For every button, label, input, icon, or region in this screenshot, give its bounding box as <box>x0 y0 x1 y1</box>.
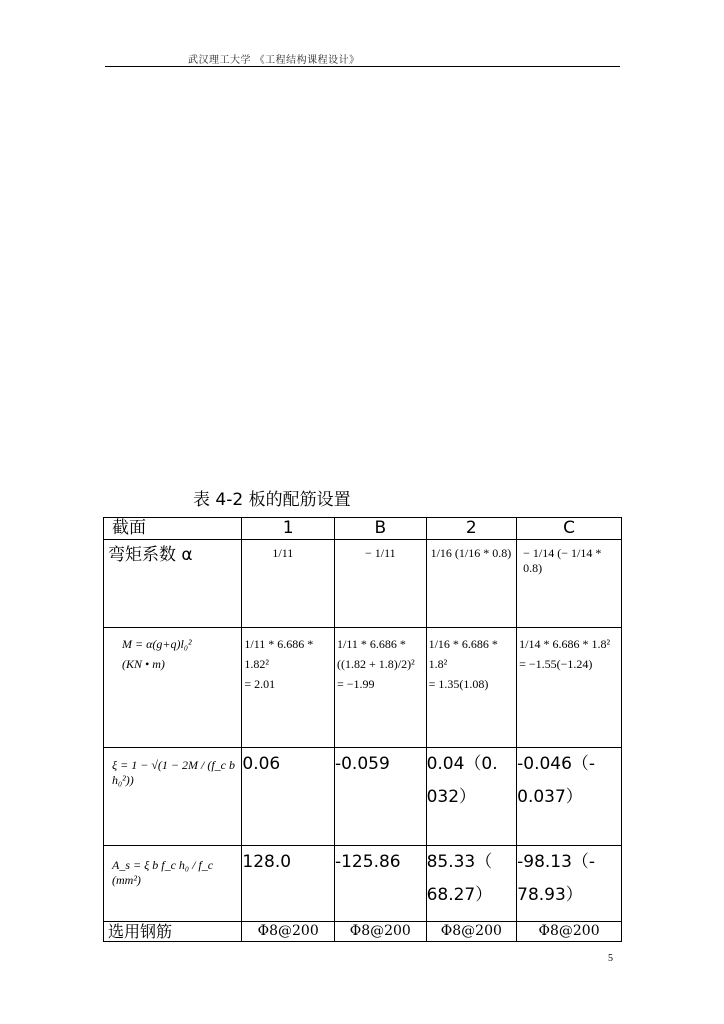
rebar-col3: Φ8@200 <box>426 922 517 942</box>
xi-col1: 0.06 <box>242 748 335 846</box>
xi-col4: -0.046（- 0.037） <box>517 748 622 846</box>
col-header-2: 2 <box>426 518 517 540</box>
xi-col2: -0.059 <box>334 748 426 846</box>
table-row-as <box>104 846 622 922</box>
rebar-col4: Φ8@200 <box>517 922 622 942</box>
rebar-col2: Φ8@200 <box>334 922 426 942</box>
moment-col1 <box>242 628 335 748</box>
table-header-row <box>104 518 622 540</box>
moment-col4-result: = −1.55(−1.24) <box>519 657 593 671</box>
page-number: 5 <box>608 953 613 964</box>
page-header: 武汉理工大学 《工程结构课程设计》 <box>188 55 360 66</box>
alpha-label: 弯矩系数 α <box>104 540 242 628</box>
moment-col3 <box>426 628 517 748</box>
moment-col2 <box>334 628 426 748</box>
moment-col2-avg: ((1.82 + 1.8)/2)² <box>336 657 415 671</box>
moment-col4 <box>517 628 622 748</box>
table-caption: 表 4-2 板的配筋设置 <box>193 490 351 510</box>
moment-col2-expr: 1/11 * 6.686 * <box>336 637 406 651</box>
as-col2: -125.86 <box>334 846 426 922</box>
xi-col3: 0.04（0. 032） <box>426 748 517 846</box>
rebar-label: 选用钢筋 <box>104 922 242 942</box>
as-label: A_s = ξ b f_c h₀ / f_c (mm²) <box>104 846 242 922</box>
moment-label-formula: M = α(g+q)l₀² <box>122 637 192 651</box>
alpha-col2: − 1/11 <box>334 540 426 628</box>
col-header-1: 1 <box>242 518 335 540</box>
col-header-c: C <box>517 518 622 540</box>
moment-label-unit: (KN • m) <box>122 657 165 671</box>
as-col3: 85.33（ 68.27） <box>426 846 517 922</box>
table-row-xi <box>104 748 622 846</box>
alpha-col3: 1/16 (1/16 * 0.8) <box>426 540 517 628</box>
moment-col1-expr: 1/11 * 6.686 * 1.82² <box>244 637 314 671</box>
moment-label <box>104 628 242 748</box>
table-row-rebar <box>104 922 622 942</box>
xi-label: ξ = 1 − √(1 − 2M / (f_c b h₀²)) <box>104 748 242 846</box>
alpha-col1: 1/11 <box>242 540 335 628</box>
moment-col3-result: = 1.35(1.08) <box>428 677 489 691</box>
as-col1: 128.0 <box>242 846 335 922</box>
alpha-col4: − 1/14 (− 1/14 * 0.8) <box>517 540 622 628</box>
as-col4: -98.13（- 78.93） <box>517 846 622 922</box>
col-header-b: B <box>334 518 426 540</box>
rebar-table <box>103 517 622 942</box>
rebar-col1: Φ8@200 <box>242 922 335 942</box>
moment-col4-expr: 1/14 * 6.686 * 1.8² <box>519 637 611 651</box>
table-row-moment <box>104 628 622 748</box>
col-header-section: 截面 <box>104 518 242 540</box>
moment-col1-result: = 2.01 <box>244 677 276 691</box>
moment-col2-result: = −1.99 <box>336 677 375 691</box>
header-rule <box>105 66 620 67</box>
table-row-alpha <box>104 540 622 628</box>
moment-col3-expr: 1/16 * 6.686 * 1.8² <box>428 637 498 671</box>
